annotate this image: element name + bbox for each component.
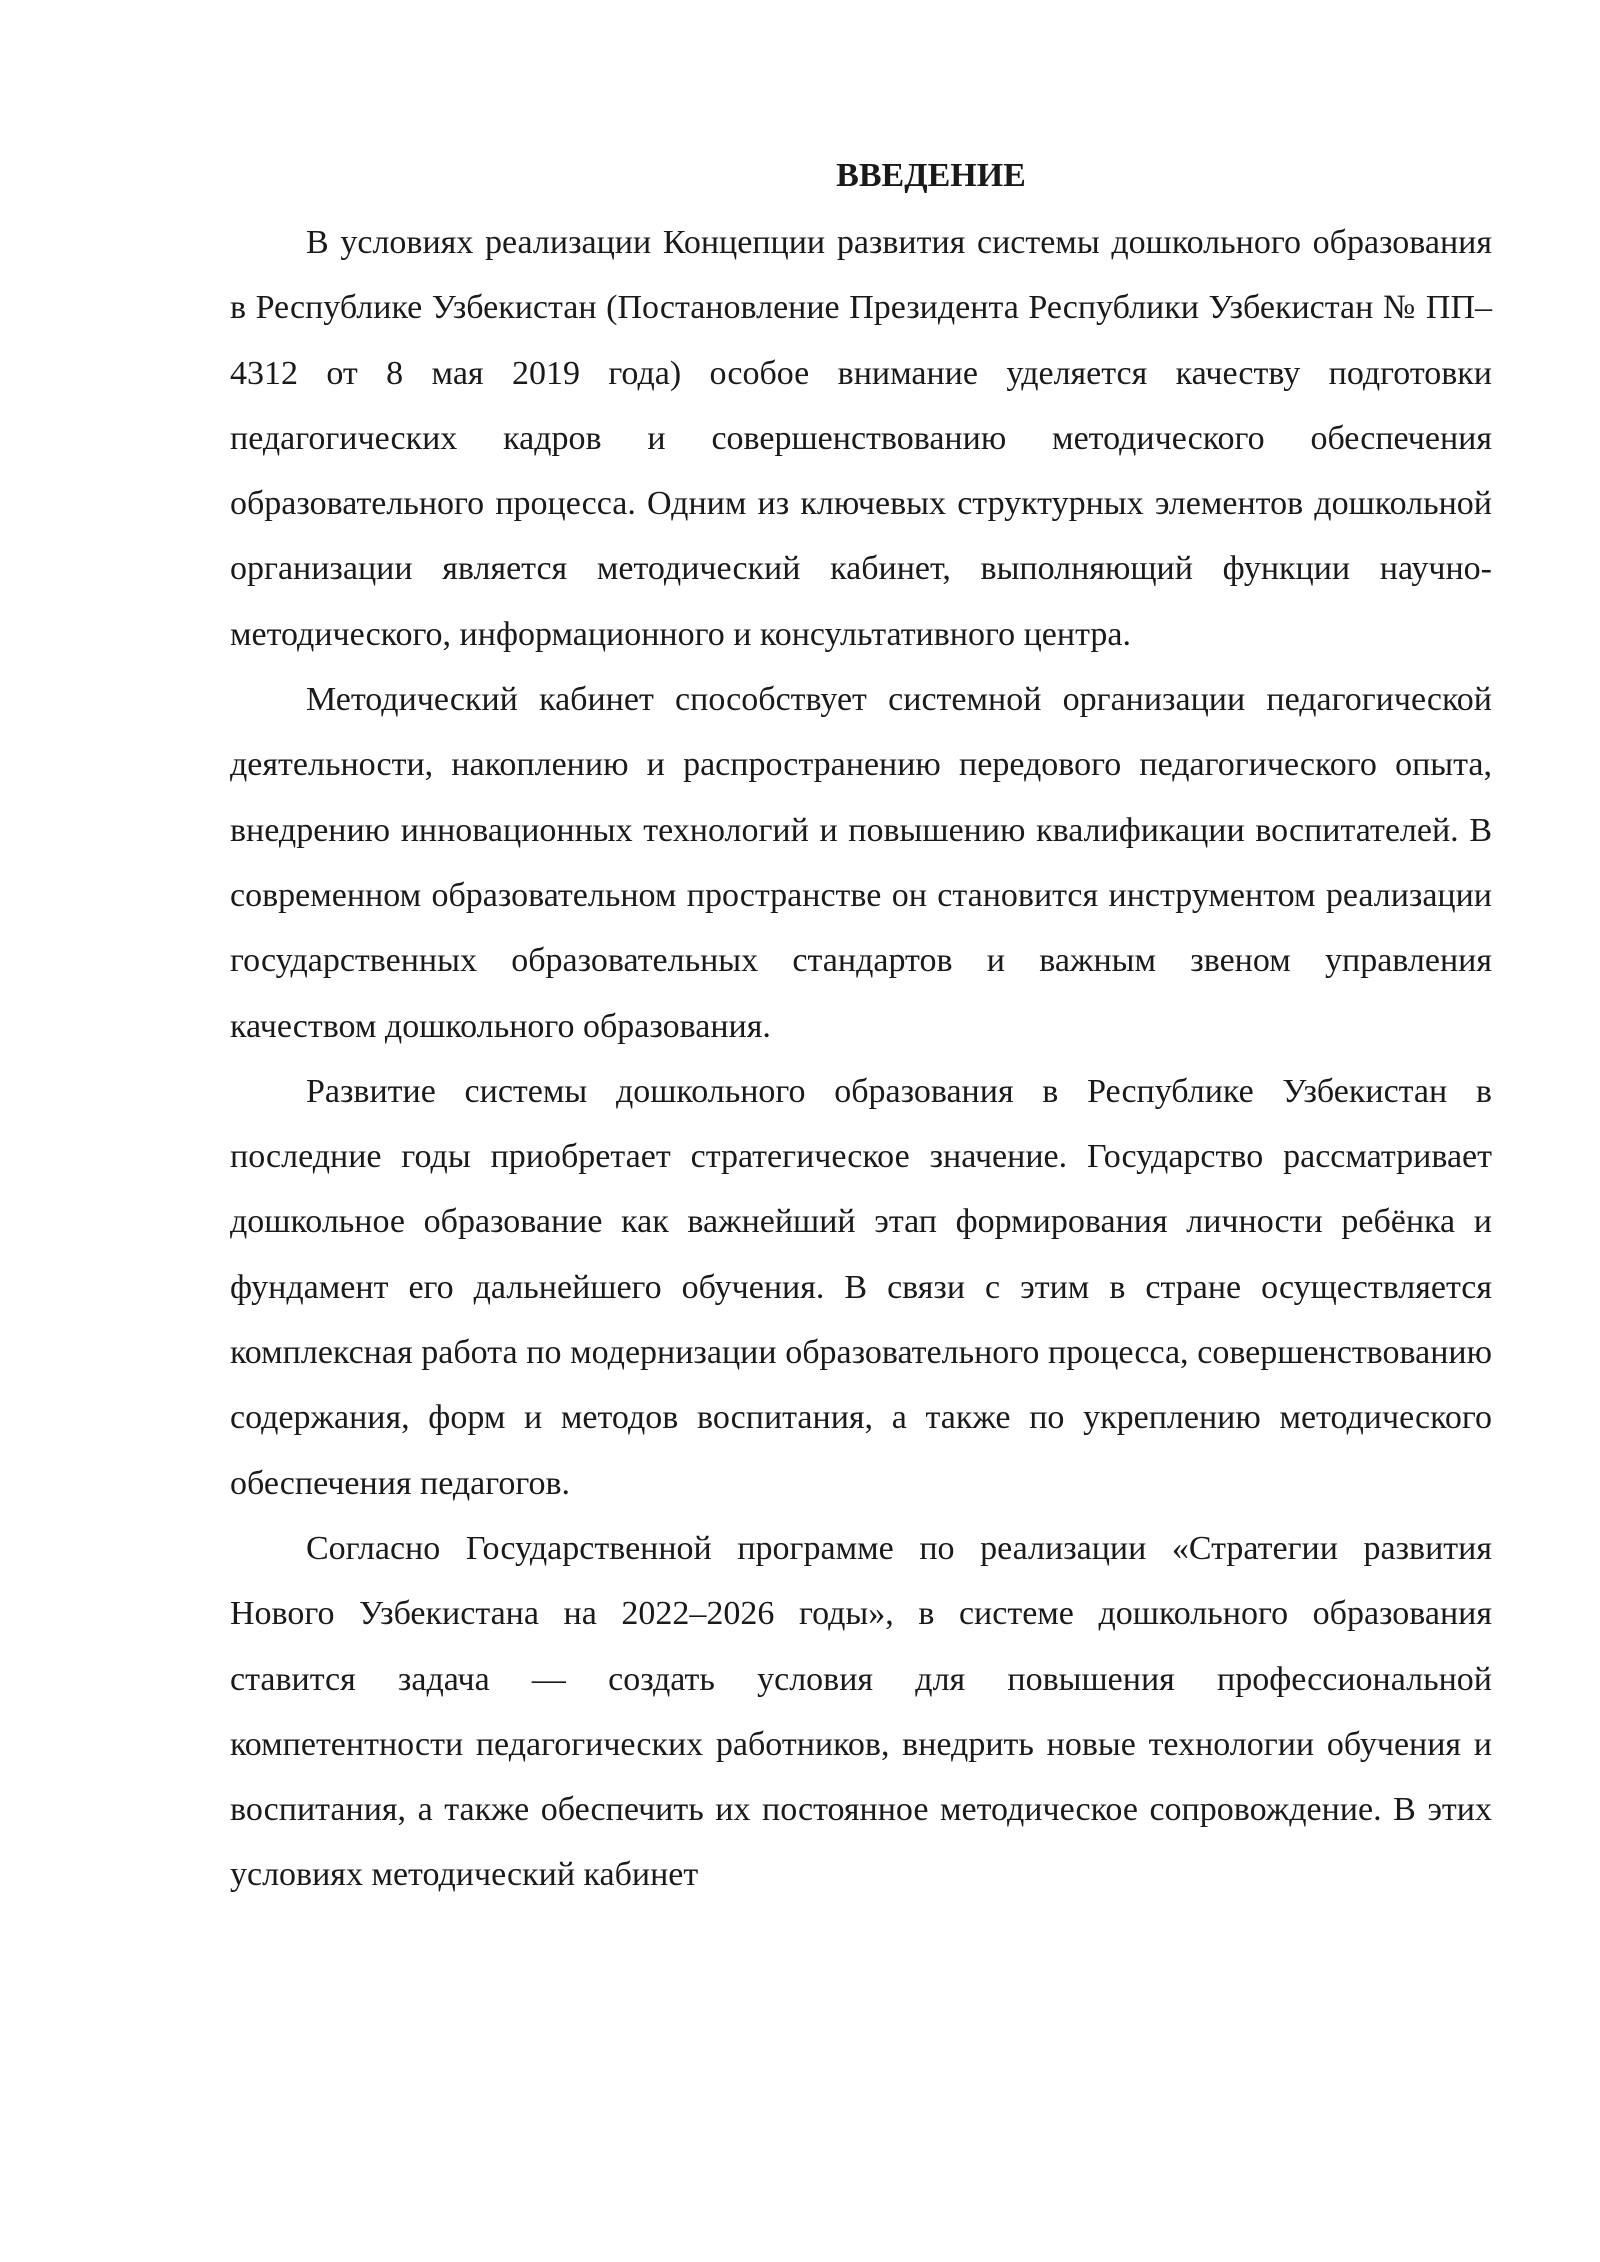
page-title: ВВЕДЕНИЕ [836,157,1026,194]
paragraph-4: Согласно Государственной программе по реализации «Стратегии развития Нового Узбекистана на 2022–2026 годы», в системе дошкольного образования ставится задача — создать условия для повышения профессиональной компетентности педагогических работников, внедрить новые технологии обучения и воспитания, а также обеспечить их постоянное методическое сопровождение. В этих условиях методический кабинет [230,1529,1492,1894]
paragraph-2: Методический кабинет способствует системной организации педагогической деятельности, накоплению и распространению передового педагогического опыта, внедрению инновационных технологий и повышению квалификации воспитателей. В современном образовательном пространстве он становится инструментом реализации государственных образовательных стандартов и важным звеном управления качеством дошкольного образования. [230,681,1492,1045]
document-body [230,150,1492,1908]
paragraph-3: Развитие системы дошкольного образования в Республике Узбекистан в последние годы приобретает стратегическое значение. Государство рассматривает дошкольное образование как важнейший этап формирования личности ребёнка и фундамент его дальнейшего обучения. В связи с этим в стране осуществляется комплексная работа по модернизации образовательного процесса, совершенствованию содержания, форм и методов воспитания, а также по укреплению методического обеспечения педагогов. [230,1072,1492,1502]
paragraph-1: В условиях реализации Концепции развития системы дошкольного образования в Республике Узбекистан (Постановление Президента Республики Узбекистан № ПП–4312 от 8 мая 2019 года) особое внимание уделяется качеству подготовки педагогических кадров и совершенствованию методического обеспечения образовательного процесса. Одним из ключевых структурных элементов дошкольной организации является методический кабинет, выполняющий функции научно-методического, информационного и консультативного центра. [230,224,1492,653]
